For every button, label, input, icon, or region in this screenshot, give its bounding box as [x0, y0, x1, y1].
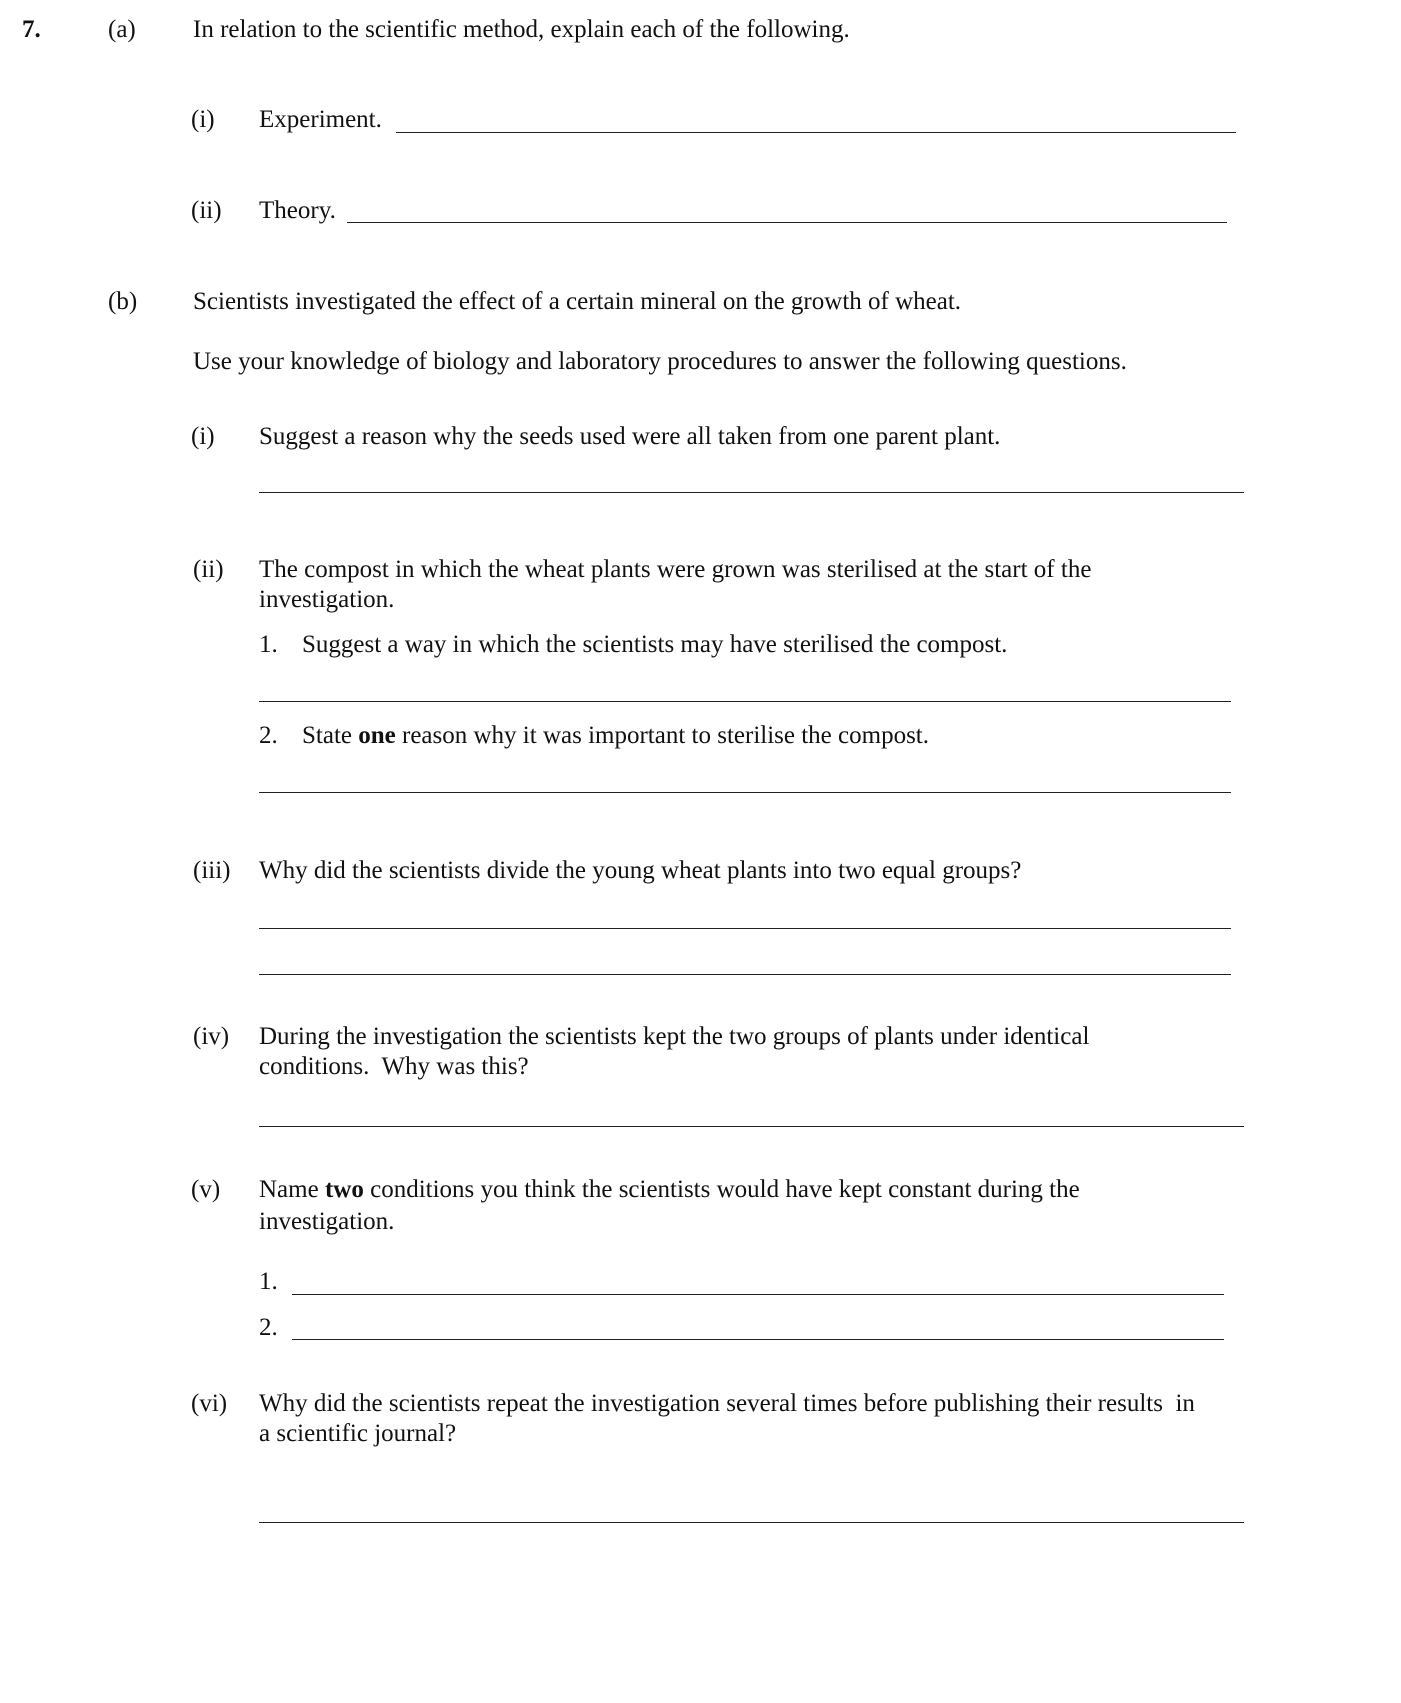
part-a-ii-text: Theory.	[259, 197, 336, 224]
part-b-iv-line1: During the investigation the scientists kept the two groups of plants under identical	[259, 1023, 1090, 1050]
answer-line-b-v-2[interactable]	[292, 1339, 1224, 1340]
answer-line-b-vi[interactable]	[259, 1522, 1244, 1523]
part-a-stem: In relation to the scientific method, explain each of the following.	[193, 16, 850, 43]
part-b-vi-label: (vi)	[191, 1390, 228, 1417]
answer-line-b-iii-2[interactable]	[259, 974, 1231, 975]
part-b-instruction: Use your knowledge of biology and laboratory procedures to answer the following questions.	[193, 348, 1127, 375]
part-b-ii-sub2-num: 2.	[259, 722, 278, 749]
part-b-vi-line1: Why did the scientists repeat the investigation several times before publishing their results in	[259, 1390, 1195, 1417]
part-a-label: (a)	[108, 16, 136, 43]
part-b-i-label: (i)	[191, 423, 215, 450]
part-b-intro: Scientists investigated the effect of a certain mineral on the growth of wheat.	[193, 288, 962, 315]
part-b-iii-text: Why did the scientists divide the young wheat plants into two equal groups?	[259, 857, 1022, 884]
part-b-iii-label: (iii)	[193, 857, 231, 884]
part-b-iv-label: (iv)	[193, 1023, 230, 1050]
part-b-label: (b)	[108, 288, 138, 315]
answer-line-b-v-1[interactable]	[292, 1294, 1224, 1295]
part-b-ii-line2: investigation.	[259, 586, 395, 613]
part-b-v-num1: 1.	[259, 1268, 278, 1295]
answer-line-a-i[interactable]	[396, 132, 1236, 133]
answer-line-a-ii[interactable]	[347, 222, 1227, 223]
part-b-vi-line2: a scientific journal?	[259, 1420, 457, 1447]
part-b-iv-line2: conditions. Why was this?	[259, 1053, 529, 1080]
answer-line-b-ii-1[interactable]	[259, 701, 1231, 702]
part-a-i-text: Experiment.	[259, 106, 382, 133]
answer-line-b-iv[interactable]	[259, 1126, 1244, 1127]
answer-line-b-iii-1[interactable]	[259, 928, 1231, 929]
part-b-ii-line1: The compost in which the wheat plants were grown was sterilised at the start of the	[259, 556, 1092, 583]
part-a-i-label: (i)	[191, 106, 215, 133]
part-b-v-num2: 2.	[259, 1314, 278, 1341]
answer-line-b-i[interactable]	[259, 492, 1244, 493]
part-a-ii-label: (ii)	[191, 197, 222, 224]
part-b-ii-sub1-num: 1.	[259, 631, 278, 658]
part-b-i-text: Suggest a reason why the seeds used were all taken from one parent plant.	[259, 423, 1001, 450]
part-b-v-line2: investigation.	[259, 1208, 395, 1235]
part-b-ii-sub2-text: State one reason why it was important to sterilise the compost.	[302, 722, 929, 749]
emphasis-two: two	[324, 1176, 364, 1203]
part-b-v-label: (v)	[191, 1176, 221, 1203]
part-b-ii-sub1-text: Suggest a way in which the scientists may have sterilised the compost.	[302, 631, 1008, 658]
part-b-v-line1: Name two conditions you think the scientists would have kept constant during the	[259, 1176, 1080, 1203]
question-number: 7.	[22, 16, 41, 43]
emphasis-one: one	[358, 722, 396, 749]
part-b-ii-label: (ii)	[193, 556, 224, 583]
answer-line-b-ii-2[interactable]	[259, 792, 1231, 793]
